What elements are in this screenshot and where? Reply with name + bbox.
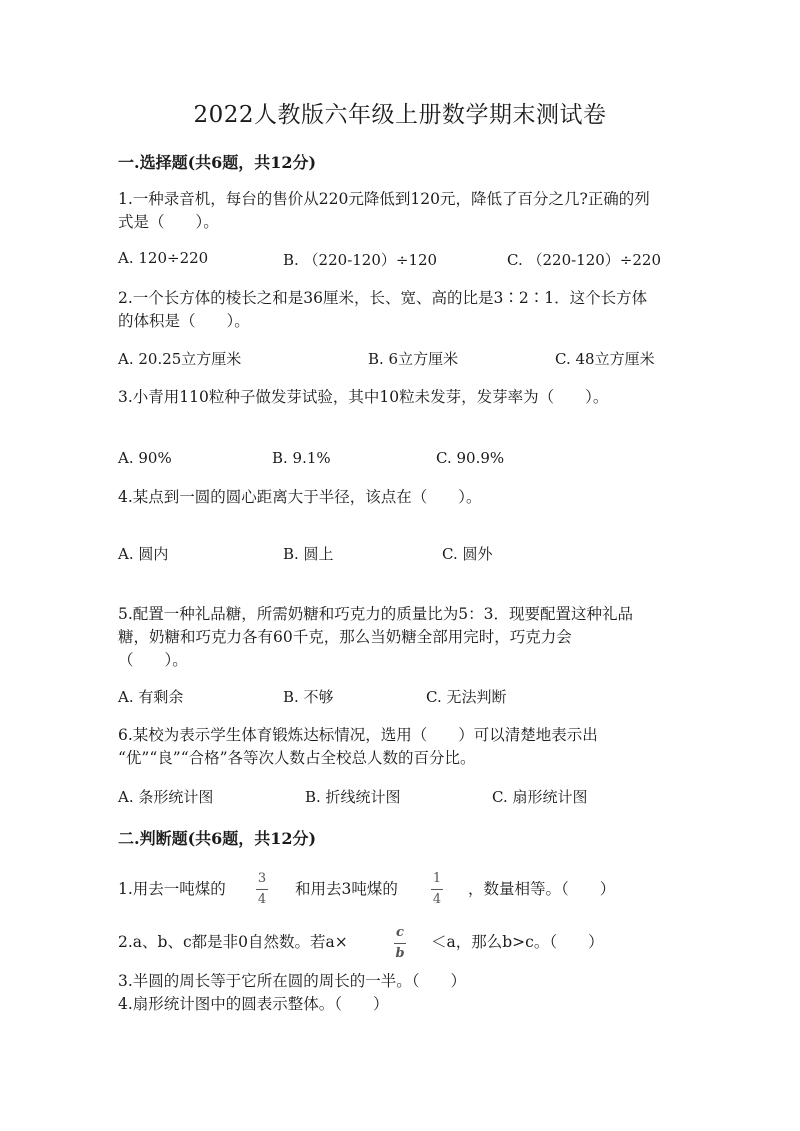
section-heading-judgment: 二.判断题(共6题，共12分) (118, 829, 317, 848)
question-6-option-a: A. 条形统计图 (118, 788, 214, 806)
question-2-option-b: B. 6立方厘米 (368, 350, 459, 368)
question-3-line-1: 3.小青用110粒种子做发芽试验，其中10粒未发芽，发芽率为（ ）。 (118, 388, 609, 406)
question-1-line-2: 式是（ ）。 (118, 213, 219, 231)
judgment-1-part-3: ，数量相等。（ ） (468, 880, 616, 898)
judgment-1-fraction-2 (431, 872, 443, 907)
question-1-option-a: A. 120÷220 (118, 249, 209, 267)
question-1-option-b: B. （220-120）÷120 (283, 251, 438, 269)
question-4-option-b: B. 圆上 (283, 545, 334, 563)
fraction-denominator: 4 (432, 892, 442, 907)
question-2-option-a: A. 20.25立方厘米 (118, 350, 242, 368)
fraction-bar (394, 943, 406, 944)
question-6-option-b: B. 折线统计图 (305, 788, 401, 806)
question-1-option-c: C. （220-120）÷220 (507, 251, 662, 269)
judgment-2-fraction (394, 926, 406, 961)
judgment-2-part-1: 2.a、b、c都是非0自然数。若a× (118, 933, 348, 951)
judgment-1-fraction-1 (256, 872, 268, 907)
question-5-line-2: 糖，奶糖和巧克力各有60千克，那么当奶糖全部用完时，巧克力会 (118, 628, 572, 646)
fraction-numerator: 3 (257, 871, 267, 886)
question-4-option-a: A. 圆内 (118, 545, 169, 563)
question-5-option-b: B. 不够 (283, 688, 334, 706)
question-1-line-1: 1.一种录音机，每台的售价从220元降低到120元，降低了百分之几?正确的列 (118, 190, 650, 208)
judgment-1-part-1: 1.用去一吨煤的 (118, 880, 226, 898)
fraction-numerator: c (396, 925, 404, 940)
fraction-bar (431, 889, 443, 890)
question-5-option-c: C. 无法判断 (426, 688, 507, 706)
judgment-4: 4.扇形统计图中的圆表示整体。（ ） (118, 995, 389, 1013)
question-3-option-c: C. 90.9% (436, 449, 505, 467)
section-heading-choice: 一.选择题(共6题，共12分) (118, 153, 317, 172)
page-title: 2022人教版六年级上册数学期末测试卷 (193, 102, 607, 128)
question-4-option-c: C. 圆外 (442, 545, 493, 563)
judgment-3: 3.半圆的周长等于它所在圆的周长的一半。（ ） (118, 972, 467, 990)
question-2-line-1: 2.一个长方体的棱长之和是36厘米，长、宽、高的比是3∶2∶1．这个长方体 (118, 289, 648, 307)
fraction-numerator: 1 (432, 871, 442, 886)
fraction-denominator: 4 (257, 892, 267, 907)
judgment-2-part-2: ＜a，那么b>c。（ ） (431, 933, 604, 951)
question-6-line-2: “优”“良”“合格”各等次人数占全校总人数的百分比。 (118, 749, 476, 767)
question-2-option-c: C. 48立方厘米 (555, 350, 655, 368)
question-3-option-a: A. 90% (118, 449, 172, 467)
question-2-line-2: 的体积是（ ）。 (118, 312, 250, 330)
judgment-1-part-2: 和用去3吨煤的 (295, 880, 398, 898)
question-3-option-b: B. 9.1% (272, 449, 331, 467)
fraction-denominator: b (395, 946, 405, 961)
question-5-line-3: （ ）。 (118, 651, 188, 669)
fraction-bar (256, 889, 268, 890)
question-4-line-1: 4.某点到一圆的圆心距离大于半径，该点在（ ）。 (118, 488, 482, 506)
question-5-line-1: 5.配置一种礼品糖，所需奶糖和巧克力的质量比为5：3．现要配置这种礼品 (118, 605, 634, 623)
question-6-line-1: 6.某校为表示学生体育锻炼达标情况，选用（ ）可以清楚地表示出 (118, 726, 598, 744)
question-5-option-a: A. 有剩余 (118, 688, 184, 706)
question-6-option-c: C. 扇形统计图 (492, 788, 588, 806)
